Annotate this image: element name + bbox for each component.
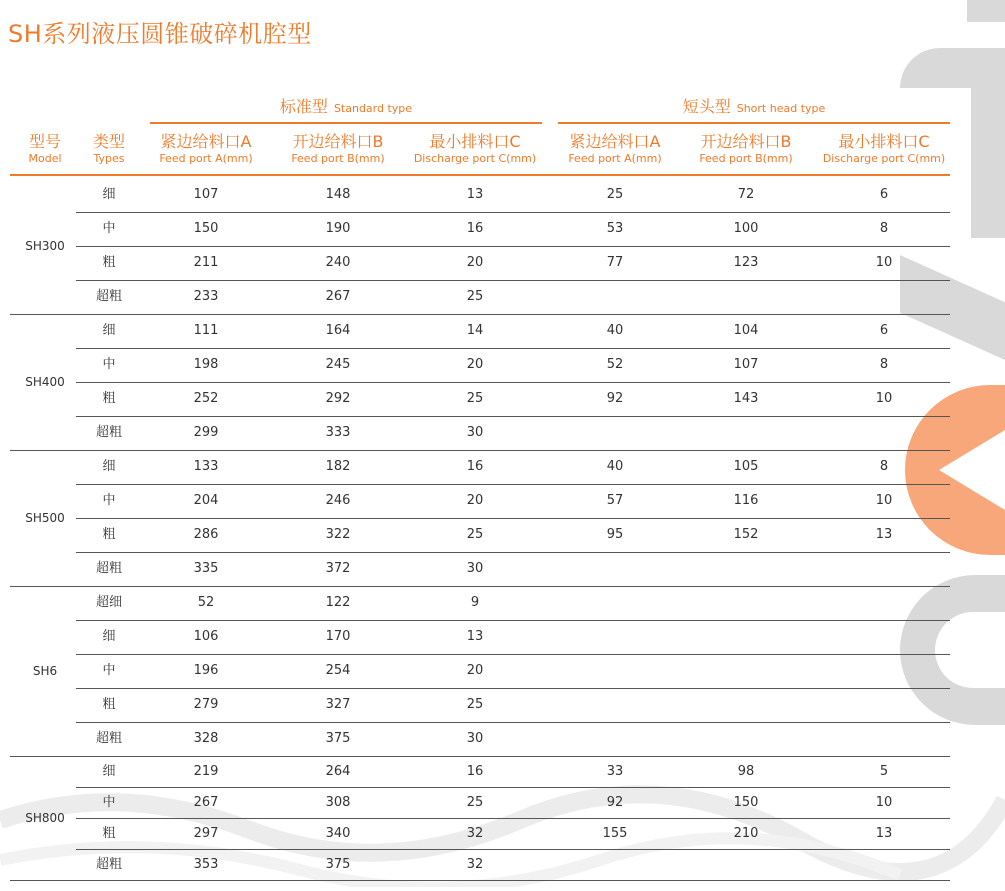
col-header-zh: 紧边给料口A (569, 132, 661, 151)
row-divider (76, 620, 950, 621)
cell-standard: 13 (466, 187, 484, 202)
cell-type: 粗 (102, 697, 116, 712)
cell-short-head (834, 595, 934, 611)
cell-type: 细 (102, 323, 116, 338)
row-divider (76, 518, 950, 519)
cell-short-head: 98 (737, 764, 755, 779)
cell-standard: 375 (325, 731, 351, 746)
row-divider (76, 818, 950, 819)
group-standard-zh: 标准型 (279, 97, 328, 116)
cell-model: SH500 (25, 511, 65, 525)
cell-standard: 25 (466, 289, 484, 304)
cell-standard: 111 (193, 323, 219, 338)
cell-short-head: 72 (737, 187, 755, 202)
cell-short-head (565, 425, 665, 441)
col-header-en: Feed port A(mm) (159, 152, 253, 165)
cell-standard: 292 (325, 391, 351, 406)
cell-short-head: 10 (875, 391, 893, 406)
cell-short-head (696, 425, 796, 441)
cell-standard: 30 (466, 731, 484, 746)
cell-short-head: 10 (875, 795, 893, 810)
col-header-model (14, 132, 76, 166)
cell-short-head: 210 (733, 826, 759, 841)
cell-short-head: 8 (879, 459, 889, 474)
cell-short-head: 10 (875, 493, 893, 508)
group-underline-standard (150, 122, 542, 124)
cell-standard: 16 (466, 459, 484, 474)
cell-standard: 148 (325, 187, 351, 202)
col-header-en: Feed port B(mm) (291, 152, 385, 165)
col-header-std-feed-a (146, 132, 266, 166)
cell-standard: 122 (325, 595, 351, 610)
cell-type: 细 (102, 764, 116, 779)
cell-standard: 150 (193, 221, 219, 236)
row-divider (76, 416, 950, 417)
cell-type: 超粗 (95, 289, 122, 304)
cell-standard: 327 (325, 697, 351, 712)
cell-short-head: 100 (733, 221, 759, 236)
cell-standard: 335 (193, 561, 219, 576)
cell-standard: 264 (325, 764, 351, 779)
cell-standard: 267 (193, 795, 219, 810)
cell-standard: 308 (325, 795, 351, 810)
cell-standard: 20 (466, 357, 484, 372)
row-divider (76, 552, 950, 553)
cell-short-head: 33 (606, 764, 624, 779)
row-divider (76, 246, 950, 247)
col-header-en: Feed port A(mm) (568, 152, 662, 165)
cell-type: 中 (102, 221, 116, 236)
cell-type: 超粗 (95, 857, 122, 872)
cell-standard: 182 (325, 459, 351, 474)
cell-short-head: 10 (875, 255, 893, 270)
model-group-divider (10, 450, 950, 451)
cell-standard: 25 (466, 697, 484, 712)
cell-short-head: 77 (606, 255, 624, 270)
cell-standard: 16 (466, 221, 484, 236)
col-header-std-discharge-c (406, 132, 544, 166)
cell-short-head (696, 857, 796, 873)
model-group-divider (10, 880, 950, 881)
cell-standard: 164 (325, 323, 351, 338)
cell-standard: 297 (193, 826, 219, 841)
col-header-short-discharge-c (815, 132, 953, 166)
cell-short-head: 13 (875, 527, 893, 542)
cell-short-head: 8 (879, 357, 889, 372)
cell-standard: 252 (193, 391, 219, 406)
cell-model: SH6 (32, 664, 58, 678)
cell-type: 粗 (102, 391, 116, 406)
cell-standard: 170 (325, 629, 351, 644)
cell-standard: 254 (325, 663, 351, 678)
col-header-std-feed-b (278, 132, 398, 166)
cell-standard: 328 (193, 731, 219, 746)
cell-short-head: 116 (733, 493, 759, 508)
cell-standard: 32 (466, 826, 484, 841)
cell-type: 细 (102, 187, 116, 202)
row-divider (76, 382, 950, 383)
cell-standard: 52 (197, 595, 215, 610)
cell-short-head (565, 731, 665, 747)
row-divider (76, 484, 950, 485)
page-title: SH系列液压圆锥破碎机腔型 (8, 20, 312, 48)
cell-short-head (565, 289, 665, 305)
cell-standard: 20 (466, 493, 484, 508)
col-header-short-feed-a (555, 132, 675, 166)
cell-model: SH300 (25, 239, 65, 253)
cell-short-head: 40 (606, 323, 624, 338)
cell-type: 粗 (102, 826, 116, 841)
cell-short-head: 5 (879, 764, 889, 779)
model-group-divider (10, 314, 950, 315)
group-short-en: Short head type (736, 102, 826, 115)
cell-short-head (834, 663, 934, 679)
col-header-zh: 类型 (92, 132, 125, 151)
row-divider (76, 722, 950, 723)
cell-standard: 133 (193, 459, 219, 474)
header-divider (10, 174, 950, 176)
col-header-zh: 开边给料口B (700, 132, 792, 151)
cell-standard: 25 (466, 527, 484, 542)
cell-short-head: 92 (606, 391, 624, 406)
cell-standard: 198 (193, 357, 219, 372)
cell-type: 中 (102, 795, 116, 810)
cell-standard: 107 (193, 187, 219, 202)
cell-short-head (565, 629, 665, 645)
cell-standard: 190 (325, 221, 351, 236)
cell-standard: 333 (325, 425, 351, 440)
cell-standard: 279 (193, 697, 219, 712)
cell-type: 粗 (102, 527, 116, 542)
group-header-standard (150, 94, 542, 118)
cell-short-head: 152 (733, 527, 759, 542)
cell-short-head: 95 (606, 527, 624, 542)
col-header-zh: 开边给料口B (292, 132, 384, 151)
col-header-zh: 型号 (28, 132, 61, 151)
cell-standard: 30 (466, 561, 484, 576)
cell-short-head: 25 (606, 187, 624, 202)
cell-standard: 32 (466, 857, 484, 872)
cell-standard: 20 (466, 255, 484, 270)
cell-short-head: 53 (606, 221, 624, 236)
cell-short-head: 57 (606, 493, 624, 508)
cell-type: 中 (102, 663, 116, 678)
cell-short-head: 150 (733, 795, 759, 810)
cell-standard: 233 (193, 289, 219, 304)
cell-short-head (565, 561, 665, 577)
cell-type: 细 (102, 629, 116, 644)
cell-standard: 245 (325, 357, 351, 372)
col-header-en: Types (93, 152, 125, 165)
cell-standard: 372 (325, 561, 351, 576)
cell-type: 超粗 (95, 731, 122, 746)
cell-short-head: 8 (879, 221, 889, 236)
cell-short-head: 6 (879, 323, 889, 338)
cell-short-head: 13 (875, 826, 893, 841)
cell-standard: 322 (325, 527, 351, 542)
row-divider (76, 280, 950, 281)
cell-short-head: 123 (733, 255, 759, 270)
cell-standard: 219 (193, 764, 219, 779)
col-header-zh: 紧边给料口A (160, 132, 252, 151)
cell-standard: 16 (466, 764, 484, 779)
cell-short-head (696, 629, 796, 645)
cell-standard: 14 (466, 323, 484, 338)
cell-standard: 267 (325, 289, 351, 304)
cell-standard: 196 (193, 663, 219, 678)
cell-short-head (834, 561, 934, 577)
cell-short-head: 6 (879, 187, 889, 202)
cell-standard: 25 (466, 391, 484, 406)
cell-short-head: 155 (602, 826, 628, 841)
cell-short-head (834, 629, 934, 645)
cell-short-head (696, 561, 796, 577)
group-short-zh: 短头型 (682, 97, 731, 116)
cell-type: 超细 (95, 595, 122, 610)
cell-standard: 20 (466, 663, 484, 678)
cell-standard: 211 (193, 255, 219, 270)
col-header-short-feed-b (686, 132, 806, 166)
cell-short-head (565, 857, 665, 873)
col-header-types (76, 132, 142, 166)
cell-short-head: 107 (733, 357, 759, 372)
group-standard-en: Standard type (333, 102, 413, 115)
cell-short-head (696, 289, 796, 305)
cell-standard: 375 (325, 857, 351, 872)
cell-model: SH800 (25, 811, 65, 825)
model-group-divider (10, 586, 950, 587)
col-header-en: Discharge port C(mm) (413, 152, 537, 165)
cell-standard: 30 (466, 425, 484, 440)
cell-short-head (696, 731, 796, 747)
row-divider (76, 688, 950, 689)
group-header-short (558, 94, 950, 118)
col-header-en: Model (28, 152, 62, 165)
cell-type: 超粗 (95, 561, 122, 576)
cell-short-head (834, 731, 934, 747)
cell-short-head: 92 (606, 795, 624, 810)
row-divider (76, 348, 950, 349)
cell-standard: 204 (193, 493, 219, 508)
cell-model: SH400 (25, 375, 65, 389)
row-divider (76, 212, 950, 213)
cell-short-head (565, 663, 665, 679)
cell-type: 超粗 (95, 425, 122, 440)
cell-short-head (565, 697, 665, 713)
cell-standard: 353 (193, 857, 219, 872)
cell-short-head: 52 (606, 357, 624, 372)
cell-standard: 340 (325, 826, 351, 841)
col-header-en: Feed port B(mm) (699, 152, 793, 165)
cell-short-head (696, 697, 796, 713)
model-group-divider (10, 756, 950, 757)
cell-standard: 286 (193, 527, 219, 542)
cell-standard: 106 (193, 629, 219, 644)
cell-type: 中 (102, 357, 116, 372)
cell-type: 中 (102, 493, 116, 508)
cell-short-head (565, 595, 665, 611)
cell-standard: 13 (466, 629, 484, 644)
cell-standard: 246 (325, 493, 351, 508)
group-underline-short (558, 122, 950, 124)
cell-short-head: 104 (733, 323, 759, 338)
col-header-en: Discharge port C(mm) (822, 152, 946, 165)
row-divider (76, 654, 950, 655)
cell-short-head: 105 (733, 459, 759, 474)
cell-short-head (834, 425, 934, 441)
cell-standard: 299 (193, 425, 219, 440)
cell-short-head (696, 663, 796, 679)
cell-standard: 240 (325, 255, 351, 270)
cell-short-head: 40 (606, 459, 624, 474)
cell-short-head (834, 289, 934, 305)
cell-short-head (834, 697, 934, 713)
cell-standard: 25 (466, 795, 484, 810)
cell-short-head: 143 (733, 391, 759, 406)
cell-type: 细 (102, 459, 116, 474)
col-header-zh: 最小排料口C (838, 132, 930, 151)
row-divider (76, 787, 950, 788)
cell-standard: 9 (470, 595, 480, 610)
cell-type: 粗 (102, 255, 116, 270)
row-divider (76, 849, 950, 850)
cell-short-head (696, 595, 796, 611)
col-header-zh: 最小排料口C (429, 132, 521, 151)
cell-short-head (834, 857, 934, 873)
